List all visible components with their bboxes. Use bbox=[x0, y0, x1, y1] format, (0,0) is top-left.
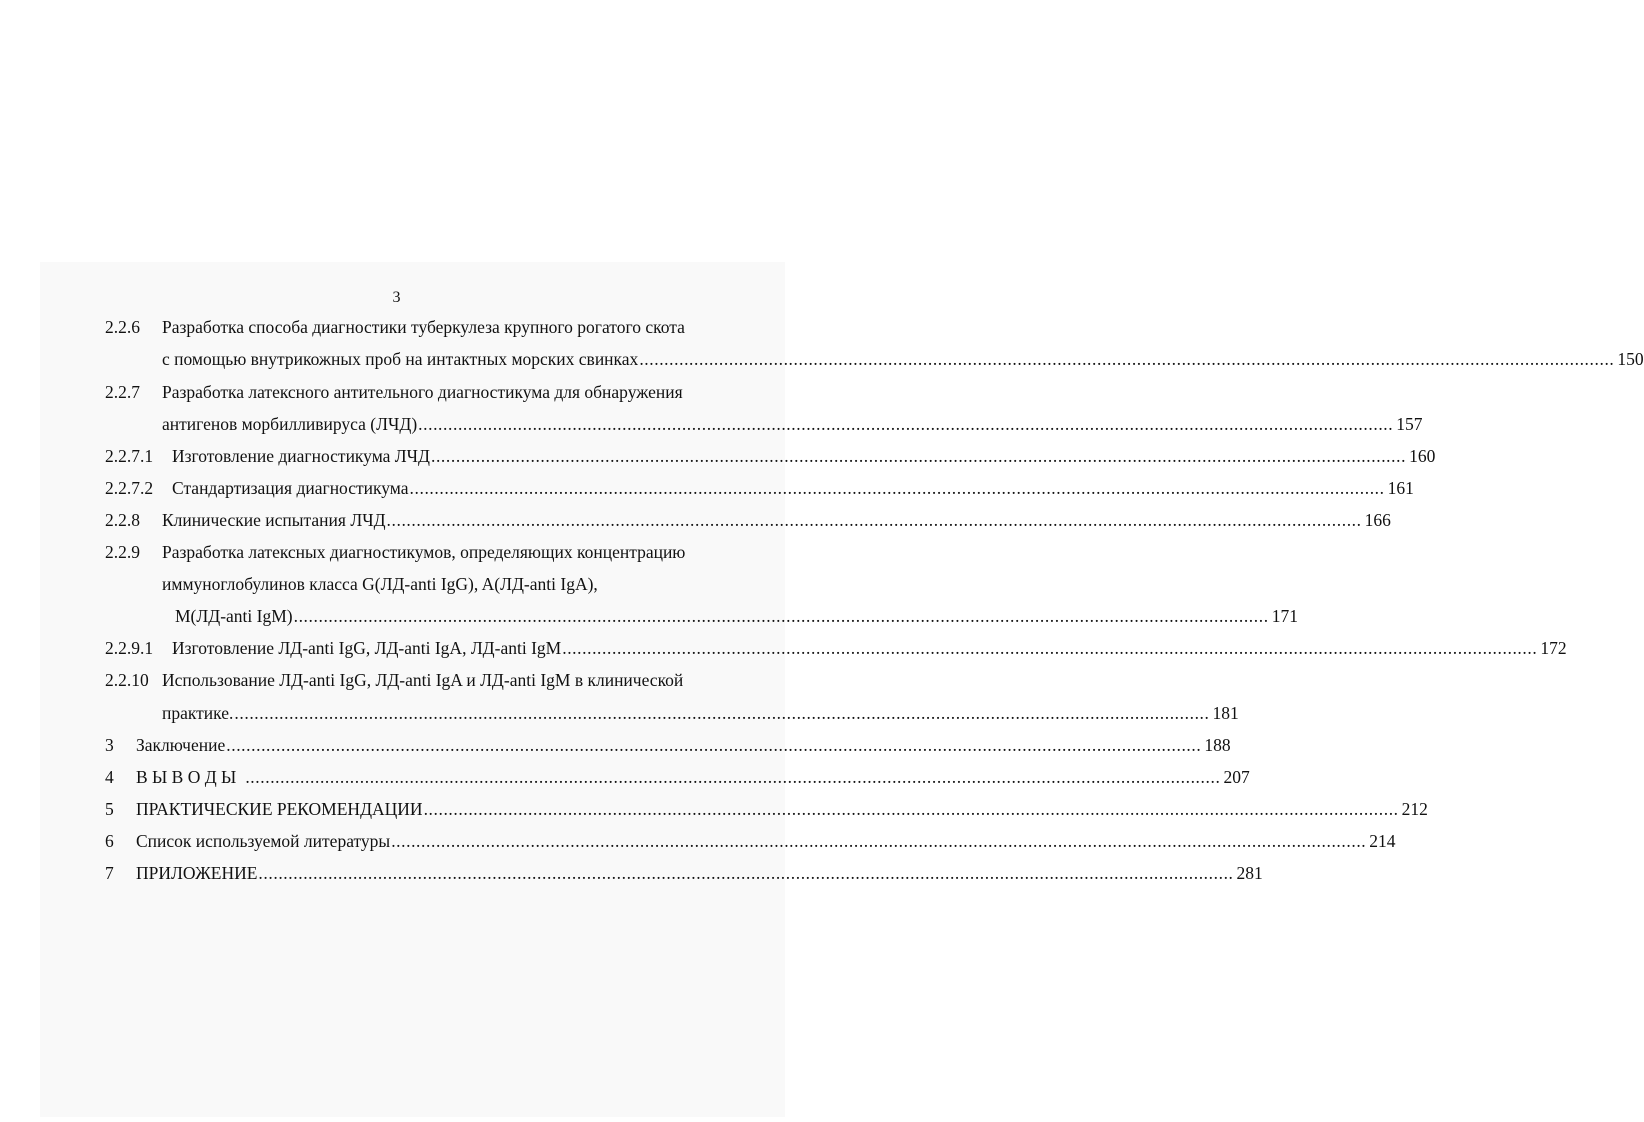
toc-entry-2-2-6-cont bbox=[162, 347, 1644, 371]
toc-entry-body bbox=[172, 636, 1567, 660]
toc-page: 172 bbox=[1540, 638, 1567, 658]
toc-title: с помощью внутрикожных проб на интактных морских свинках bbox=[162, 349, 639, 369]
toc-number: 5 bbox=[105, 799, 114, 819]
toc-title: Клинические испытания ЛЧД bbox=[162, 510, 386, 530]
toc-number: 6 bbox=[105, 831, 114, 851]
toc-title: M(ЛД-anti IgM) bbox=[175, 606, 293, 626]
dot-leader: .................................................................................................................................................................................................... bbox=[293, 606, 1269, 626]
toc-number: 3 bbox=[105, 735, 114, 755]
toc-entry-4 bbox=[0, 765, 1250, 789]
dot-leader: .................................................................................................................................................................................................... bbox=[639, 349, 1615, 369]
dot-leader: .................................................................................................................................................................................................... bbox=[409, 478, 1385, 498]
toc-number: 2.2.8 bbox=[105, 510, 140, 530]
toc-entry-body bbox=[172, 444, 1436, 468]
toc-page: 207 bbox=[1223, 767, 1250, 787]
toc-title: Использование ЛД-anti IgG, ЛД-anti IgA и ЛД-anti IgM в клинической bbox=[162, 670, 684, 690]
toc-entry-body bbox=[136, 797, 1428, 821]
toc-entry-7 bbox=[0, 861, 1263, 885]
toc-number: 2.2.10 bbox=[105, 670, 149, 690]
toc-entry-body bbox=[162, 508, 1391, 532]
toc-entry-2-2-7-1 bbox=[0, 444, 1436, 468]
dot-leader: .................................................................................................................................................................................................... bbox=[418, 414, 1394, 434]
toc-title: антигенов морбилливируса (ЛЧД) bbox=[162, 414, 418, 434]
toc-title: Разработка латексного антительного диагностикума для обнаружения bbox=[162, 382, 683, 402]
toc-entry-2-2-6 bbox=[0, 315, 793, 339]
toc-number: 2.2.9.1 bbox=[105, 638, 154, 658]
toc-entry-2-2-9-1 bbox=[0, 636, 1567, 660]
toc-entry-body bbox=[136, 733, 1231, 757]
toc-number: 7 bbox=[105, 863, 114, 883]
toc-title: Изготовление ЛД-anti IgG, ЛД-anti IgA, ЛД-anti IgM bbox=[172, 638, 562, 658]
toc-number: 2.2.7 bbox=[105, 382, 140, 402]
toc-title: Заключение bbox=[136, 735, 226, 755]
toc-page: 150 bbox=[1617, 349, 1644, 369]
toc-number: 2.2.7.2 bbox=[105, 478, 154, 498]
toc-title: иммуноглобулинов класса G(ЛД-anti IgG), A(ЛД-anti IgA), bbox=[162, 574, 598, 594]
dot-leader: .................................................................................................................................................................................................... bbox=[234, 703, 1210, 723]
toc-page: 161 bbox=[1387, 478, 1414, 498]
toc-page: 281 bbox=[1236, 863, 1263, 883]
dot-leader: .................................................................................................................................................................................................... bbox=[423, 799, 1399, 819]
toc-title: Стандартизация диагностикума bbox=[172, 478, 409, 498]
dot-leader: .................................................................................................................................................................................................... bbox=[245, 767, 1221, 787]
toc-entry-2-2-9-cont bbox=[162, 572, 598, 596]
toc-title: ПРИЛОЖЕНИЕ bbox=[136, 863, 258, 883]
toc-page: 188 bbox=[1204, 735, 1231, 755]
toc-title: В Ы В О Д Ы bbox=[136, 767, 237, 787]
toc-title: ПРАКТИЧЕСКИЕ РЕКОМЕНДАЦИИ bbox=[136, 799, 423, 819]
dot-leader: .................................................................................................................................................................................................... bbox=[430, 446, 1407, 466]
toc-page: 160 bbox=[1409, 446, 1436, 466]
toc-entry-body bbox=[172, 476, 1414, 500]
toc-number: 2.2.9 bbox=[105, 542, 140, 562]
toc-page: 212 bbox=[1401, 799, 1428, 819]
toc-page: 171 bbox=[1271, 606, 1298, 626]
toc-number: 2.2.6 bbox=[105, 317, 140, 337]
dot-leader: .................................................................................................................................................................................................... bbox=[391, 831, 1367, 851]
toc-title: Изготовление диагностикума ЛЧД bbox=[172, 446, 430, 466]
toc-entry-body bbox=[136, 829, 1396, 853]
toc-page: 157 bbox=[1396, 414, 1423, 434]
toc-title: Список используемой литературы bbox=[136, 831, 391, 851]
toc-entry-3 bbox=[0, 733, 1231, 757]
toc-number: 2.2.7.1 bbox=[105, 446, 154, 466]
toc-entry-6 bbox=[0, 829, 1396, 853]
toc-page: 214 bbox=[1369, 831, 1396, 851]
toc-entry-2-2-10-cont bbox=[162, 701, 1239, 725]
dot-leader: .................................................................................................................................................................................................... bbox=[386, 510, 1362, 530]
dot-leader: .................................................................................................................................................................................................... bbox=[258, 863, 1234, 883]
toc-number: 4 bbox=[105, 767, 114, 787]
toc-title: Разработка латексных диагностикумов, определяющих концентрацию bbox=[162, 542, 686, 562]
toc-entry-5 bbox=[0, 797, 1428, 821]
dot-leader: .................................................................................................................................................................................................... bbox=[226, 735, 1202, 755]
toc-entry-body bbox=[136, 861, 1263, 885]
toc-entry-body bbox=[136, 765, 1250, 789]
toc-title: Разработка способа диагностики туберкулеза крупного рогатого скота bbox=[162, 317, 685, 337]
toc-entry-2-2-9 bbox=[0, 540, 793, 564]
toc-page: 181 bbox=[1212, 703, 1239, 723]
toc-entry-2-2-7-2 bbox=[0, 476, 1414, 500]
toc-page: 166 bbox=[1364, 510, 1391, 530]
dot-leader: .................................................................................................................................................................................................... bbox=[562, 638, 1538, 658]
toc-entry-2-2-7 bbox=[0, 380, 793, 404]
toc-entry-2-2-8 bbox=[0, 508, 1391, 532]
toc-title: практике. bbox=[162, 703, 234, 723]
toc-entry-2-2-10 bbox=[0, 668, 793, 692]
toc-entry-2-2-7-cont bbox=[162, 412, 1423, 436]
toc-entry-2-2-9-cont2 bbox=[175, 604, 1298, 628]
page-number: 3 bbox=[392, 289, 401, 306]
